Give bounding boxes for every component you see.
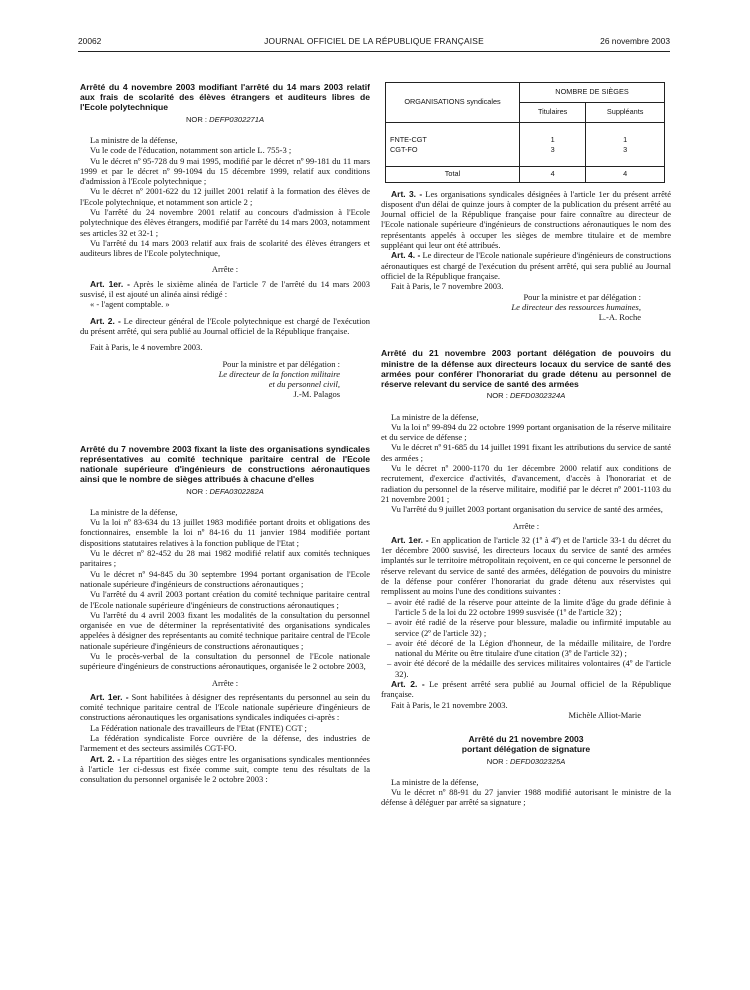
seats-table bbox=[385, 82, 665, 183]
table-row bbox=[386, 145, 665, 166]
journal-title: JOURNAL OFFICIEL DE LA RÉPUBLIQUE FRANÇAISE bbox=[264, 36, 484, 46]
visa: Vu l'arrêté du 4 avril 2003 portant création du comité technique paritaire central de l'Ecole nationale supérieure d'ingénieurs de constructions aéronautiques ; bbox=[80, 589, 370, 610]
table-header-organisations: ORGANISATIONS syndicales bbox=[386, 83, 520, 123]
visa: La ministre de la défense, bbox=[391, 411, 479, 422]
visa: Vu le décret nº 2001-622 du 12 juillet 2001 relatif à la formation des élèves de l'Ecole polytechnique, et notamment son article 2 ; bbox=[80, 186, 370, 207]
visa: Vu le code de l'éducation, notamment son article L. 755-3 ; bbox=[90, 145, 292, 156]
list-item: – avoir été décoré de la Légion d'honneur, de la médaille militaire, de l'ordre national du Mérite ou être titulaire d'une citation (3º de l'article 32) ; bbox=[395, 638, 671, 659]
arrete-heading: Arrête : bbox=[512, 520, 540, 531]
page-header bbox=[78, 36, 670, 48]
visa: Vu l'arrêté du 4 avril 2003 fixant les modalités de la consultation du personnel organisée en vue de déterminer la représentativité des organisations syndicales appelées à désigner des représentants au comité technique paritaire central de l'Ecole nationale supérieure d'ingénieurs de constructions aéronautiques ; bbox=[80, 609, 370, 651]
visa: Vu l'arrêté du 9 juillet 2003 portant organisation du service de santé des armées, bbox=[391, 504, 663, 515]
table-total-tit: 4 bbox=[520, 166, 586, 182]
right-column bbox=[381, 82, 671, 808]
conditions-list bbox=[381, 597, 671, 679]
article-2: Art. 2. - Le directeur général de l'Ecole polytechnique est chargé de l'exécution du présent arrêté, qui sera publié au Journal officiel de la République française. bbox=[80, 315, 370, 336]
arrete-heading: Arrête : bbox=[211, 677, 239, 688]
decree-title: Arrêté du 21 novembre 2003 bbox=[468, 734, 584, 745]
table-cell-org: FNTE-CGT bbox=[386, 123, 520, 146]
visa: La ministre de la défense, bbox=[90, 506, 178, 517]
nor-reference: NOR : DEFA0302282A bbox=[186, 486, 264, 496]
table-total-label: Total bbox=[386, 166, 520, 182]
decree-comite-technique-continued bbox=[381, 189, 671, 323]
left-column bbox=[80, 82, 370, 785]
article-3: Art. 3. - Les organisations syndicales désignées à l'article 1er du présent arrêté disposent d'un délai de quinze jours à compter de la publication du présent arrêté au Journal officiel de la République française pour faire connaître au directeur de l'Ecole nationale supérieure d'ingénieurs de constructions aéronautiques le nom des représentants appelés à occuper les sièges de membre titulaire et de membre suppléant qui leur ont été attribués. bbox=[381, 188, 671, 251]
union-item: La Fédération nationale des travailleurs de l'Etat (FNTE) CGT ; bbox=[90, 722, 307, 733]
nor-reference: NOR : DEFP0302271A bbox=[185, 114, 265, 124]
article-1-quote: « - l'agent comptable. » bbox=[90, 299, 170, 310]
visa: Vu la loi nº 83-634 du 13 juillet 1983 modifiée portant droits et obligations des fonctionnaires, ensemble la loi nº 84-16 du 11 janvier 1984 modifiée portant dispositions statutaires relatives à la fonction publique de l'Etat ; bbox=[80, 517, 370, 548]
issue-date: 26 novembre 2003 bbox=[600, 36, 670, 46]
arrete-heading: Arrête : bbox=[211, 264, 239, 275]
visa: Vu le décret nº 94-845 du 30 septembre 1994 portant organisation de l'Ecole nationale supérieure d'ingénieurs de constructions aéronautiques ; bbox=[80, 568, 370, 589]
article-4: Art. 4. - Le directeur de l'Ecole nationale supérieure d'ingénieurs de constructions aéronautiques est chargé de l'exécution du présent arrêté, qui sera publié au Journal officiel de la République française. bbox=[381, 250, 672, 281]
table-header-suppleants: Suppléants bbox=[586, 103, 665, 123]
decree-title: Arrêté du 7 novembre 2003 fixant la liste des organisations syndicales représentatives au comité technique paritaire central de l'Ecole nationale supérieure d'ingénieurs de constructions aéronautiques ainsi que le nombre de sièges attribués à chacune d'elles bbox=[80, 443, 370, 485]
fait-a-paris: Fait à Paris, le 7 novembre 2003. bbox=[391, 281, 504, 292]
table-cell-sup: 3 bbox=[586, 145, 665, 166]
decree-service-sante bbox=[381, 348, 671, 720]
table-row bbox=[386, 123, 665, 146]
visa: Vu le décret nº 82-452 du 28 mai 1982 modifié relatif aux comités techniques paritaires ; bbox=[80, 548, 370, 569]
list-item: – avoir été radié de la réserve pour atteinte de la limite d'âge du grade définie à l'article 5 de la loi du 22 octobre 1999 susvisée (1º de l'article 32) ; bbox=[395, 597, 671, 618]
article-1: Art. 1er. - Sont habilitées à désigner des représentants du personnel au sein du comité technique paritaire central de l'Ecole nationale supérieure d'ingénieurs de constructions aéronautiques les organisations syndicales indiquées ci-après : bbox=[80, 691, 370, 723]
visa: Vu le décret nº 2000-1170 du 1er décembre 2000 relatif aux conditions de recrutement, d'exercice d'activités, d'avancement, d'accès à l'honorariat et de radiation du personnel de la réserve militaire, modifié par le décret nº 2001-1103 du 21 novembre 2001 ; bbox=[381, 463, 671, 504]
table-cell-org: CGT-FO bbox=[386, 145, 520, 166]
visa: Vu le décret nº 91-685 du 14 juillet 1991 fixant les attributions du service de santé des armées ; bbox=[381, 442, 671, 463]
article-1: Art. 1er. - Après le sixième alinéa de l'article 7 de l'arrêté du 14 mars 2003 susvisé, il est ajouté un alinéa ainsi rédigé : bbox=[80, 278, 370, 300]
decree-title: Arrêté du 4 novembre 2003 modifiant l'arrêté du 14 mars 2003 relatif aux frais de scolarité des élèves étrangers et auditeurs libres de l'Ecole polytechnique bbox=[80, 82, 370, 113]
article-2: Art. 2. - La répartition des sièges entre les organisations syndicales mentionnées à l'article 1er ci-dessus est fixée comme suit, compte tenu des résultats de la consultation du personnel organisée le 2 octobre 2003 : bbox=[80, 753, 370, 785]
decree-title: Arrêté du 21 novembre 2003 portant délégation de pouvoirs du ministre de la défense aux directeurs locaux du service de santé des armées pour conférer l'honorariat du grade détenu au personnel de réserve relevant du service de santé des armées bbox=[381, 348, 671, 390]
table-cell-sup: 1 bbox=[586, 123, 665, 146]
signature-line: Pour la ministre et par délégation : bbox=[523, 291, 641, 302]
visa: La ministre de la défense, bbox=[90, 134, 178, 145]
visa: Vu l'arrêté du 24 novembre 2001 relatif au concours d'admission à l'Ecole polytechnique des élèves étrangers, modifié par l'arrêté du 14 mars 2003, notamment ses articles 32 et 32-1 ; bbox=[80, 206, 370, 238]
table-header-titulaires: Titulaires bbox=[520, 103, 586, 123]
table-total-row bbox=[386, 166, 665, 182]
signature-line: Pour la ministre et par délégation : bbox=[222, 358, 340, 369]
table-total-sup: 4 bbox=[586, 166, 665, 182]
visa: Vu la loi nº 99-894 du 22 octobre 1999 portant organisation de la réserve militaire et du service de défense ; bbox=[381, 421, 671, 443]
visa: Vu le décret nº 95-728 du 9 mai 1995, modifié par le décret nº 99-181 du 11 mars 1999 et par le décret nº 99-1094 du 15 décembre 1999, relatif aux conditions d'admission à l'Ecole polytechnique ; bbox=[80, 155, 370, 187]
signatory-name: J.-M. Palagos bbox=[293, 389, 340, 400]
nor-reference: NOR : DEFD0302325A bbox=[486, 756, 566, 766]
decree-delegation-signature bbox=[381, 734, 671, 808]
fait-a-paris: Fait à Paris, le 21 novembre 2003. bbox=[391, 699, 508, 710]
list-item: – avoir été radié de la réserve pour blessure, maladie ou infirmité imputable au service (2º de l'article 32) ; bbox=[395, 617, 671, 638]
visa: La ministre de la défense, bbox=[391, 776, 479, 787]
decree-title-continued: portant délégation de signature bbox=[461, 744, 591, 755]
page-number: 20062 bbox=[78, 36, 102, 46]
visa: Vu le décret nº 88-91 du 27 janvier 1988 modifié autorisant le ministre de la défense à déléguer par arrêté sa signature ; bbox=[381, 787, 671, 808]
signature-title: et du personnel civil, bbox=[268, 379, 340, 390]
visa: Vu l'arrêté du 14 mars 2003 relatif aux frais de scolarité des élèves étrangers et auditeurs libres de l'Ecole polytechnique, bbox=[80, 237, 370, 259]
table-cell-tit: 1 bbox=[520, 123, 586, 146]
article-1: Art. 1er. - En application de l'article 32 (1º à 4º) et de l'article 33-1 du décret du 1er décembre 2000 susvisé, les directeurs locaux du service de santé des armées implantés sur le territoire métropolitain reçoivent, en ce qui concerne le personnel de réserve relevant du service de santé des armées, délégation de pouvoirs du ministre de la défense pour conférer l'honorariat du grade détenu aux réservistes qui remplissent au moins l'une des conditions suivantes : bbox=[381, 534, 671, 597]
signature-title: Le directeur des ressources humaines, bbox=[511, 301, 641, 312]
union-item: La fédération syndicaliste Force ouvrière de la défense, des industries de l'armement et des secteurs assimilés CGT-FO. bbox=[80, 733, 370, 754]
table-header-seats: NOMBRE DE SIÈGES bbox=[520, 83, 665, 103]
signature-title: Le directeur de la fonction militaire bbox=[218, 368, 340, 379]
article-2: Art. 2. - Le présent arrêté sera publié au Journal officiel de la République française. bbox=[381, 678, 672, 700]
decree-polytechnique bbox=[80, 82, 370, 400]
nor-reference: NOR : DEFD0302324A bbox=[486, 391, 566, 401]
signatory-name: Michèle Alliot-Marie bbox=[568, 709, 641, 720]
visa: Vu le procès-verbal de la consultation du personnel de l'Ecole nationale supérieure d'ingénieurs de constructions aéronautiques, organisée le 2 octobre 2003, bbox=[80, 651, 370, 672]
table-cell-tit: 3 bbox=[520, 145, 586, 166]
header-rule bbox=[78, 51, 670, 52]
list-item: – avoir été décoré de la médaille des services militaires volontaires (4º de l'article 32). bbox=[395, 658, 671, 679]
decree-comite-technique bbox=[80, 444, 370, 785]
fait-a-paris: Fait à Paris, le 4 novembre 2003. bbox=[90, 342, 203, 353]
signatory-name: L.-A. Roche bbox=[598, 312, 641, 323]
